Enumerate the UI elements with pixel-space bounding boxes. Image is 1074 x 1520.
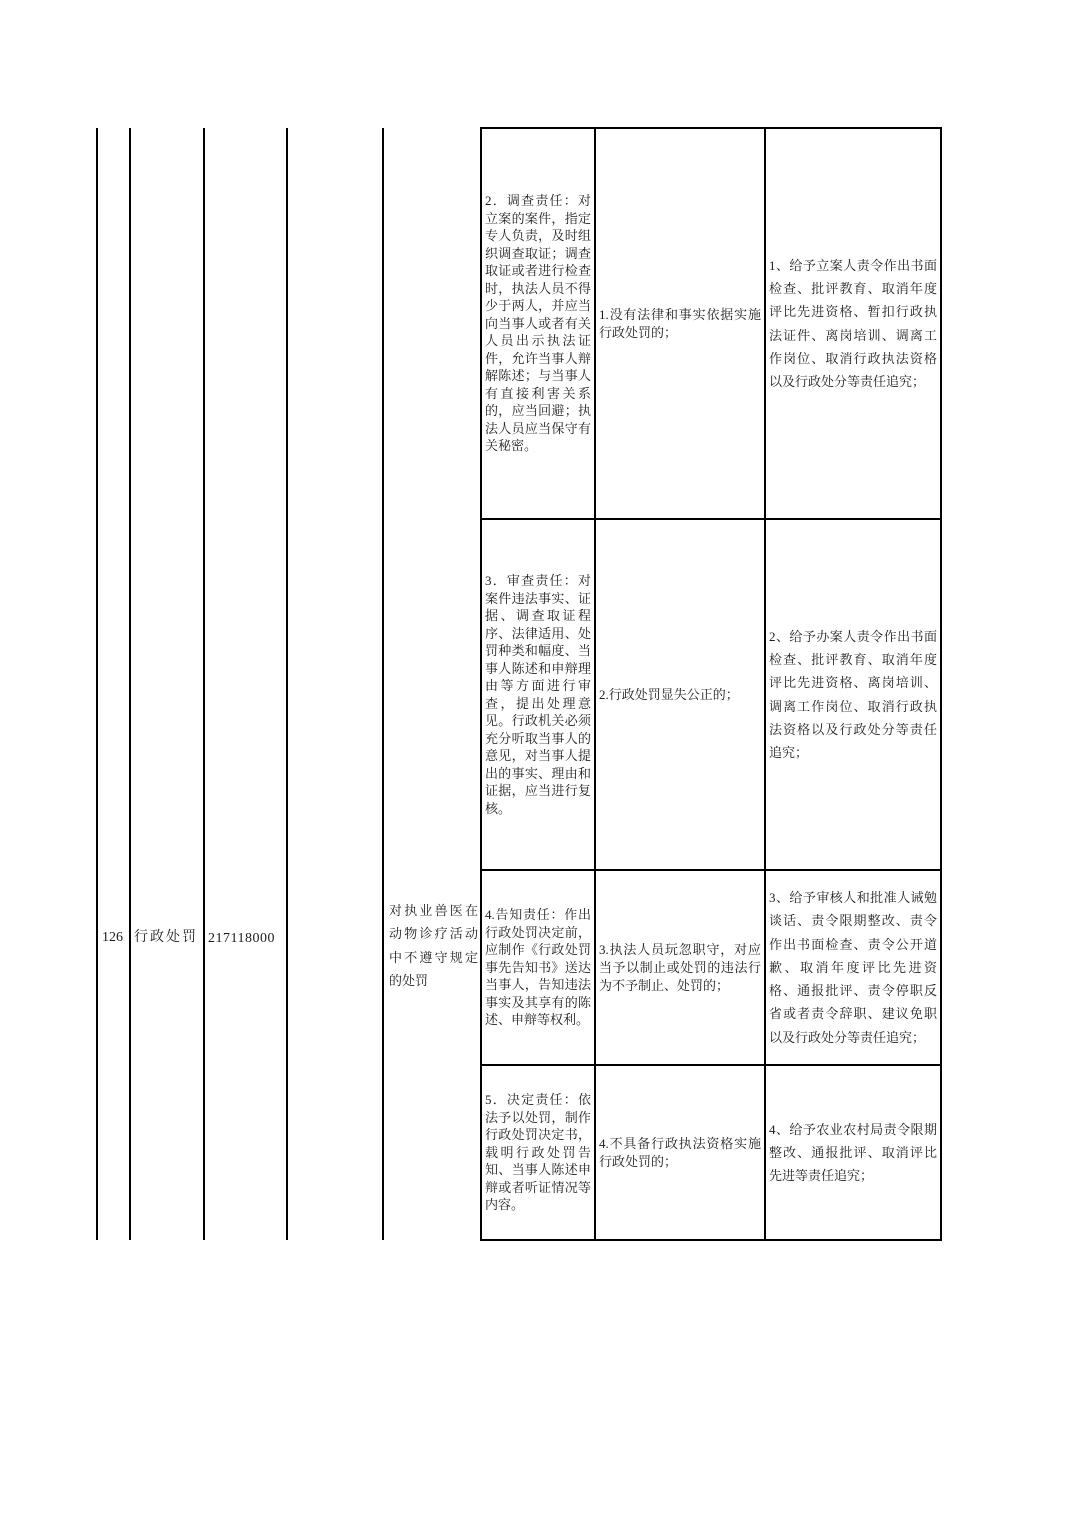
power-name: 对执业兽医在动物诊疗活动中不遵守规定的处罚 — [389, 903, 478, 988]
measure-text: 4、给予农业农村局责令限期整改、通报批评、取消评比先进等责任追究； — [769, 1121, 937, 1184]
duty-cell-notification — [481, 870, 595, 1065]
situation-text: 2.行政处罚显失公正的； — [599, 686, 739, 702]
duty-cell-investigation — [481, 128, 595, 519]
table-row — [481, 519, 941, 870]
measure-cell-1 — [765, 128, 941, 519]
situation-text: 1.没有法律和事实依据实施行政处罚的； — [599, 306, 761, 340]
table-row — [481, 1065, 941, 1240]
power-code: 217118000 — [208, 931, 275, 946]
column-rule — [203, 128, 205, 1240]
measure-text: 3、给予审核人和批准人诫勉谈话、责令限期整改、责令作出书面检查、责令公开道歉、取消年度评比先进资格、通报批评、责令停职反省或者责令辞职、建议免职以及行政处分等责任追究； — [769, 890, 937, 1045]
power-type: 行政处罚 — [134, 930, 198, 945]
measure-cell-3 — [765, 870, 941, 1065]
measure-cell-4 — [765, 1065, 941, 1240]
situation-text: 3.执法人员玩忽职守，对应当予以制止或处罚的违法行为不予制止、处罚的； — [599, 941, 761, 993]
duty-text: 2．调查责任：对立案的案件，指定专人负责，及时组织调查取证；调查取证或者进行检查时，执法人员不得少于两人，并应当向当事人或者有关人员出示执法证件，允许当事人辩解陈述；与当事人有直接利害关系的，应当回避；执法人员应当保守有关秘密。 — [485, 193, 591, 454]
duty-cell-review — [481, 519, 595, 870]
situation-cell-2 — [595, 519, 765, 870]
situation-cell-1 — [595, 128, 765, 519]
responsibility-table — [480, 127, 942, 1241]
measure-text: 1、给予立案人责令作出书面检查、批评教育、取消年度评比先进资格、暂扣行政执法证件、离岗培训、调离工作岗位、取消行政执法资格以及行政处分等责任追究； — [769, 257, 937, 389]
column-rule — [286, 128, 288, 1240]
column-rule — [129, 128, 131, 1240]
duty-cell-decision — [481, 1065, 595, 1240]
duty-text: 3．审查责任：对案件违法事实、证据、调查取证程序、法律适用、处罚种类和幅度、当事人陈述和申辩理由等方面进行审查，提出处理意见。行政机关必须充分听取当事人的意见，对当事人提出的事实、理由和证据，应当进行复核。 — [485, 573, 591, 816]
column-rule — [382, 128, 384, 1240]
sequence-number: 126 — [102, 930, 123, 945]
duty-text: 5．决定责任：依法予以处罚，制作行政处罚决定书，载明行政处罚告知、当事人陈述申辩或者听证情况等内容。 — [485, 1092, 591, 1213]
column-rule — [96, 128, 98, 1240]
situation-cell-4 — [595, 1065, 765, 1240]
measure-cell-2 — [765, 519, 941, 870]
table-row — [481, 870, 941, 1065]
table-row — [481, 128, 941, 519]
situation-text: 4.不具备行政执法资格实施行政处罚的； — [599, 1135, 761, 1169]
situation-cell-3 — [595, 870, 765, 1065]
measure-text: 2、给予办案人责令作出书面检查、批评教育、取消年度评比先进资格、离岗培训、调离工作岗位、取消行政执法资格以及行政处分等责任追究； — [769, 628, 937, 760]
duty-text: 4.告知责任：作出行政处罚决定前，应制作《行政处罚事先告知书》送达当事人，告知违法事实及其享有的陈述、申辩等权利。 — [485, 907, 591, 1028]
